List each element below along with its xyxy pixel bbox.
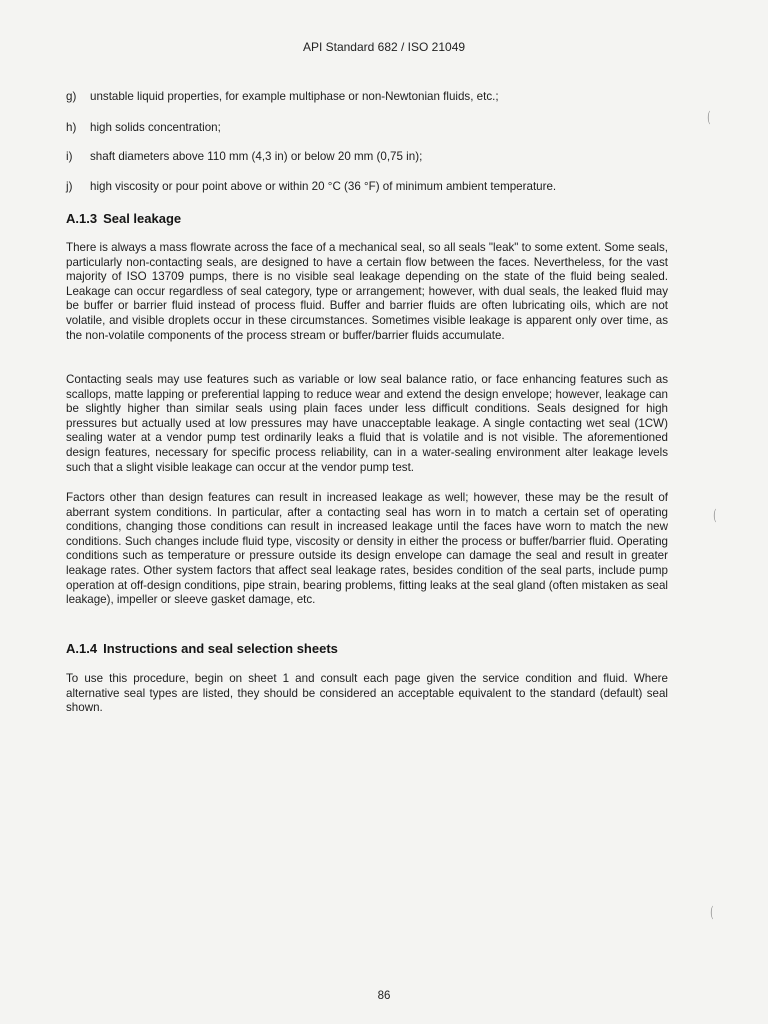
margin-bracket-mark: ( (707, 108, 711, 126)
margin-bracket-mark: ( (713, 506, 717, 524)
section-heading-seal-leakage (66, 211, 181, 226)
running-header: API Standard 682 / ISO 21049 (302, 40, 466, 54)
section-number: A.1.3 (66, 211, 98, 226)
paragraph-seal-leakage-3: Factors other than design features can result in increased leakage as well; however, these may be the result of aberrant system conditions. In particular, after a contacting seal has worn in to match a certain set of operating conditions, changing those conditions can result in increased leakage until the faces have worn to match the new conditions. Such changes include fluid type, viscosity or density in either the process or buffer/barrier fluid. Operating conditions such as temperature or pressure outside its design envelope can damage the seal and result in greater leakage rates. Other system factors that affect seal leakage rates, besides condition of the seal parts, include pump operation at off-design conditions, pipe strain, bearing problems, fitting leaks at the seal gland (often mistaken as seal leakage), impeller or sleeve gasket damage, etc. (66, 491, 668, 607)
paragraph-instructions-1: To use this procedure, begin on sheet 1 and consult each page given the service condition and fluid. Where alternative seal types are listed, they should be considered an acceptable equivalent to the standard (default) seal shown. (66, 672, 668, 715)
list-item-i (66, 150, 422, 164)
margin-bracket-mark: ( (710, 903, 714, 921)
page-number: 86 (377, 990, 391, 1002)
list-item-letter: i) (66, 150, 73, 163)
list-item-text: shaft diameters above 110 mm (4,3 in) or below 20 mm (0,75 in); (90, 150, 423, 163)
paragraph-seal-leakage-1: There is always a mass flowrate across the face of a mechanical seal, so all seals "leak" to some extent. Some seals, particularly non-contacting seals, are designed to have a certain flow between the faces. Nevertheless, for the vast majority of ISO 13709 pumps, there is no visible seal leakage depending on the state of the fluid being sealed. Leakage can occur regardless of seal category, type or arrangement; however, with dual seals, the leaked fluid may be buffer or barrier fluid instead of process fluid. Buffer and barrier fluids are often lubricating oils, which are not volatile, and visible droplets occur in these circumstances. Sometimes visible leakage is apparent only over time, as the non-volatile components of the process stream or buffer/barrier fluids accumulate. (66, 241, 668, 342)
section-title: Instructions and seal selection sheets (103, 641, 338, 656)
list-item-j (66, 180, 556, 194)
list-item-h (66, 121, 221, 135)
section-number: A.1.4 (66, 641, 98, 656)
list-item-text: unstable liquid properties, for example multiphase or non-Newtonian fluids, etc.; (90, 90, 499, 103)
list-item-letter: h) (66, 121, 77, 134)
paragraph-seal-leakage-2: Contacting seals may use features such as variable or low seal balance ratio, or face enhancing features such as scallops, matte lapping or preferential lapping to reduce wear and extend the design envelope; however, leakage can be slightly higher than similar seals using plain faces under less difficult conditions. Seals designed for high pressures but actually used at low pressures may have unacceptable leakage. A single contacting wet seal (1CW) sealing water at a vendor pump test ordinarily leaks a fluid that is volatile and is not visible. The aforementioned design features, necessary for specific process reliability, can in a water-sealing environment alter leakage levels such that a slight visible leakage can occur at the vendor pump test. (66, 373, 668, 474)
list-item-text: high solids concentration; (90, 121, 221, 134)
section-title: Seal leakage (103, 211, 182, 226)
section-heading-instructions (66, 641, 338, 656)
list-item-letter: j) (66, 180, 73, 193)
list-item-text: high viscosity or pour point above or within 20 °C (36 °F) of minimum ambient temperature. (90, 180, 557, 193)
list-item-letter: g) (66, 90, 77, 103)
list-item-g (66, 90, 499, 104)
